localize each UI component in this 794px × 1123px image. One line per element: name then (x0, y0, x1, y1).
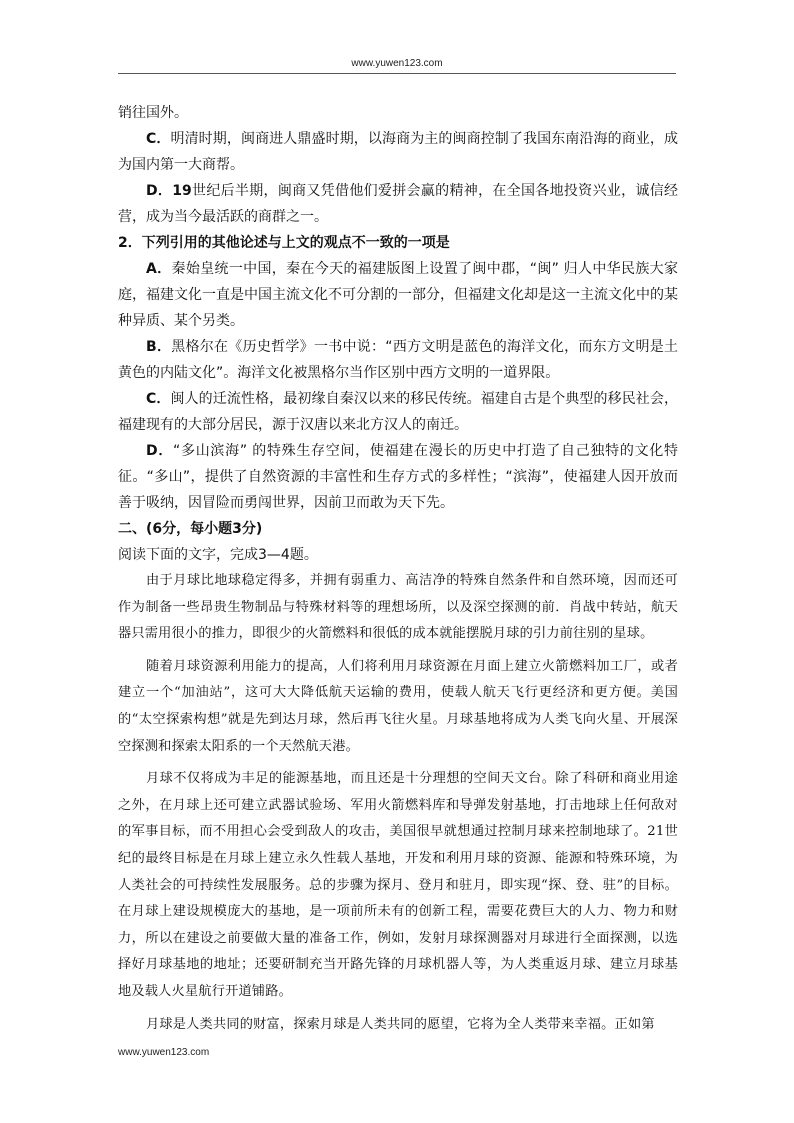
q2-option-c (118, 386, 678, 438)
option-d-prev (118, 178, 678, 230)
reading-instruction: 阅读下面的文字，完成3—4题。 (118, 547, 318, 563)
q2-option-d (118, 438, 678, 516)
option-text: 闽人的迁流性格，最初缘自秦汉以来的移民传统。福建自古是个典型的移民社会，福建现有的大部分居民，源于汉唐以来北方汉人的南迁。 (118, 391, 678, 433)
option-label: C． (146, 131, 171, 147)
option-label: C． (146, 391, 171, 407)
q2-option-a (118, 256, 678, 334)
option-label: B． (146, 339, 172, 355)
option-text: “多山滨海” 的特殊生存空间，使福建在漫长的历史中打造了自己独特的文化特征。“多山”，提供了自然资源的丰富性和生存方式的多样性；“滨海”，使福建人因开放而善于吸纳，因冒险而勇闯世界，因前卫而敢为天下先。 (118, 443, 678, 511)
passage-paragraph-2: 随着月球资源利用能力的提高，人们将利用月球资源在月面上建立火箭燃料加工厂，或者建立一个“加油站”，这可大大降低航天运输的费用，使载人航天飞行更经济和更方便。美国的“太空探索构想”就是先到达月球，然后再飞往火星。月球基地将成为人类飞向火星、开展深空探测和探索太阳系的一个天然航天港。 (118, 658, 678, 754)
option-text: 世纪后半期，闽商又凭借他们爱拼会赢的精神，在全国各地投资兴业，诚信经营，成为当今最活跃的商群之一。 (118, 183, 679, 225)
option-label: A． (146, 261, 172, 277)
option-text: 黑格尔在《历史哲学》一书中说：“西方文明是蓝色的海洋文化，而东方文明是土黄色的内陆文化”。海洋文化被黑格尔当作区别中西方文明的一道界限。 (118, 339, 678, 381)
option-text: 秦始皇统一中国，秦在今天的福建版图上设置了闽中郡，“闽” 归人中华民族大家庭，福建文化一直是中国主流文化不可分割的一部分，但福建文化却是这一主流文化中的某种异质、某个另类。 (118, 261, 678, 329)
option-label: D． (146, 443, 174, 459)
question-2: 2．下列引用的其他论述与上文的观点不一致的一项是 (118, 235, 450, 251)
option-c-prev (118, 126, 678, 178)
header-url: www.yuwen123.com (351, 58, 443, 69)
option-label: D． (146, 183, 173, 199)
passage-paragraph-3: 月球不仅将成为丰足的能源基地，而且还是十分理想的空间天文台。除了科研和商业用途之外，在月球上还可建立武器试验场、军用火箭燃料库和导弹发射基地，打击地球上任何敌对的军事目标，而不用担心会受到敌人的攻击，美国很早就想通过控制月球来控制地球了。21世纪的最终目标是在月球上建立永久性载人基地，开发和利用月球的资源、能源和特殊环境，为人类社会的可持续性发展服务。总的步骤为探月、登月和驻月，即实现“探、登、驻”的目标。在月球上建设规模庞大的基地，是一项前所未有的创新工程，需要花费巨大的人力、物力和财力，所以在建设之前要做大量的准备工作，例如，发射月球探测器对月球进行全面探测，以选择好月球基地的地址；还要研制充当开路先锋的月球机器人等，为人类重返月球、建立月球基地及载人火星航行开道铺路。 (118, 771, 678, 999)
option-number: 19 (172, 183, 192, 199)
section-2-heading: 二、(6分，每小题3分) (118, 521, 263, 537)
q2-option-b (118, 334, 678, 386)
footer-url: www.yuwen123.com (118, 1047, 210, 1058)
header-divider (118, 73, 676, 74)
passage-paragraph-4: 月球是人类共同的财富，探索月球是人类共同的愿望，它将为全人类带来幸福。正如第 (146, 1016, 655, 1032)
passage-paragraph-1: 由于月球比地球稳定得多，并拥有弱重力、高洁净的特殊自然条件和自然环境，因而还可作为制备一些昂贵生物制品与特殊材料等的理想场所，以及深空探测的前．肖战中转站，航天器只需用很小的推力，即很少的火箭燃料和很低的成本就能摆脱月球的引力前往别的星球。 (118, 573, 678, 642)
option-text: 明清时期，闽商进人鼎盛时期，以海商为主的闽商控制了我国东南沿海的商业，成为国内第一大商帮。 (118, 131, 678, 173)
option-line: 销往国外。 (118, 105, 188, 121)
document-body (118, 100, 678, 1038)
